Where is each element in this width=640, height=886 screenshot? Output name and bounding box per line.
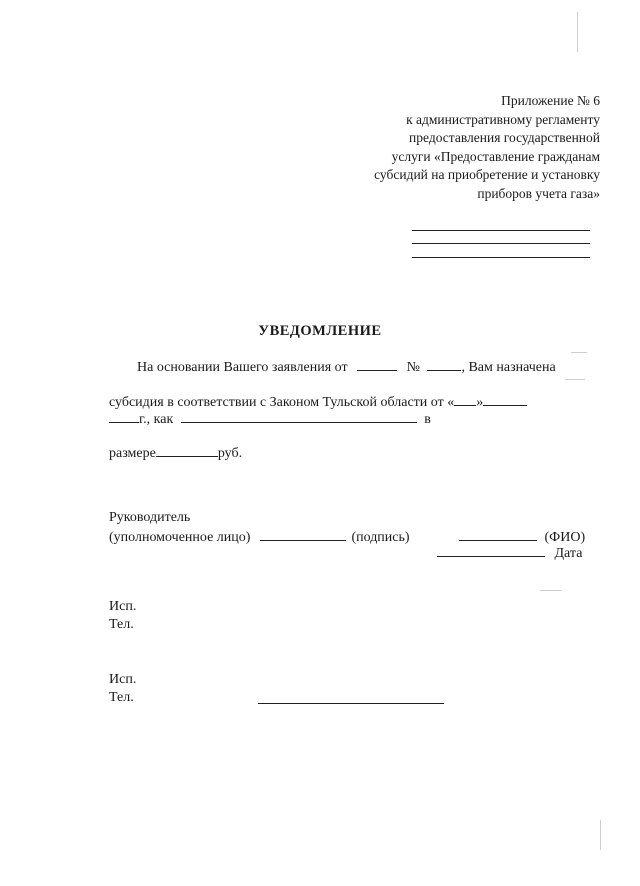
signature-label: (подпись) xyxy=(351,530,410,545)
body-text: в xyxy=(424,412,431,427)
document-title: УВЕДОМЛЕНИЕ xyxy=(258,323,382,339)
executor-label: Исп. xyxy=(109,672,137,687)
scan-artifact xyxy=(600,820,601,850)
application-date-blank xyxy=(357,358,397,371)
body-text: На основании Вашего заявления от xyxy=(137,360,348,375)
body-line-1 xyxy=(137,358,556,376)
annex-line: к административному регламенту xyxy=(406,111,600,127)
signature-head: Руководитель xyxy=(109,510,191,525)
body-text: размере xyxy=(109,446,156,461)
role-label: (уполномоченное лицо) xyxy=(109,530,251,545)
body-line-4 xyxy=(109,444,242,462)
fio-blank xyxy=(459,528,537,541)
annex-line: приборов учета газа» xyxy=(477,185,600,201)
date-label: Дата xyxy=(554,546,583,561)
body-text: г., как xyxy=(139,412,174,427)
annex-header xyxy=(280,92,600,203)
category-blank xyxy=(181,410,417,423)
addressee-line xyxy=(412,257,590,258)
date-blank xyxy=(437,544,545,557)
phone-label: Тел. xyxy=(109,617,134,632)
number-sign: № xyxy=(406,360,420,375)
date-block xyxy=(437,544,582,562)
scan-artifact xyxy=(577,12,578,52)
body-text: руб. xyxy=(217,446,243,461)
body-text: субсидия в соответствии с Законом Тульской области от « xyxy=(109,395,455,410)
law-day-blank xyxy=(454,393,476,406)
body-text: , Вам назначена xyxy=(461,360,556,375)
addressee-line xyxy=(412,230,590,231)
scan-artifact xyxy=(565,379,585,380)
executor-label: Исп. xyxy=(109,599,137,614)
phone-label: Тел. xyxy=(109,690,134,705)
fio-label: (ФИО) xyxy=(544,530,586,545)
body-text: » xyxy=(476,395,484,410)
body-line-3 xyxy=(109,410,431,428)
application-number-blank xyxy=(427,358,461,371)
body-line-2 xyxy=(109,393,527,411)
law-month-blank xyxy=(483,393,527,406)
law-year-blank xyxy=(109,410,139,423)
signature-role xyxy=(109,528,410,546)
amount-blank xyxy=(156,444,218,457)
annex-line: услуги «Предоставление гражданам xyxy=(391,148,600,164)
annex-line: предоставления государственной xyxy=(409,130,600,145)
annex-line: Приложение № 6 xyxy=(501,93,600,108)
signature-blank xyxy=(260,528,346,541)
scan-artifact xyxy=(540,590,562,591)
annex-line: субсидий на приобретение и установку xyxy=(374,167,600,182)
scan-artifact xyxy=(571,352,587,353)
addressee-line xyxy=(412,243,590,244)
signature-line-bottom xyxy=(258,703,444,704)
